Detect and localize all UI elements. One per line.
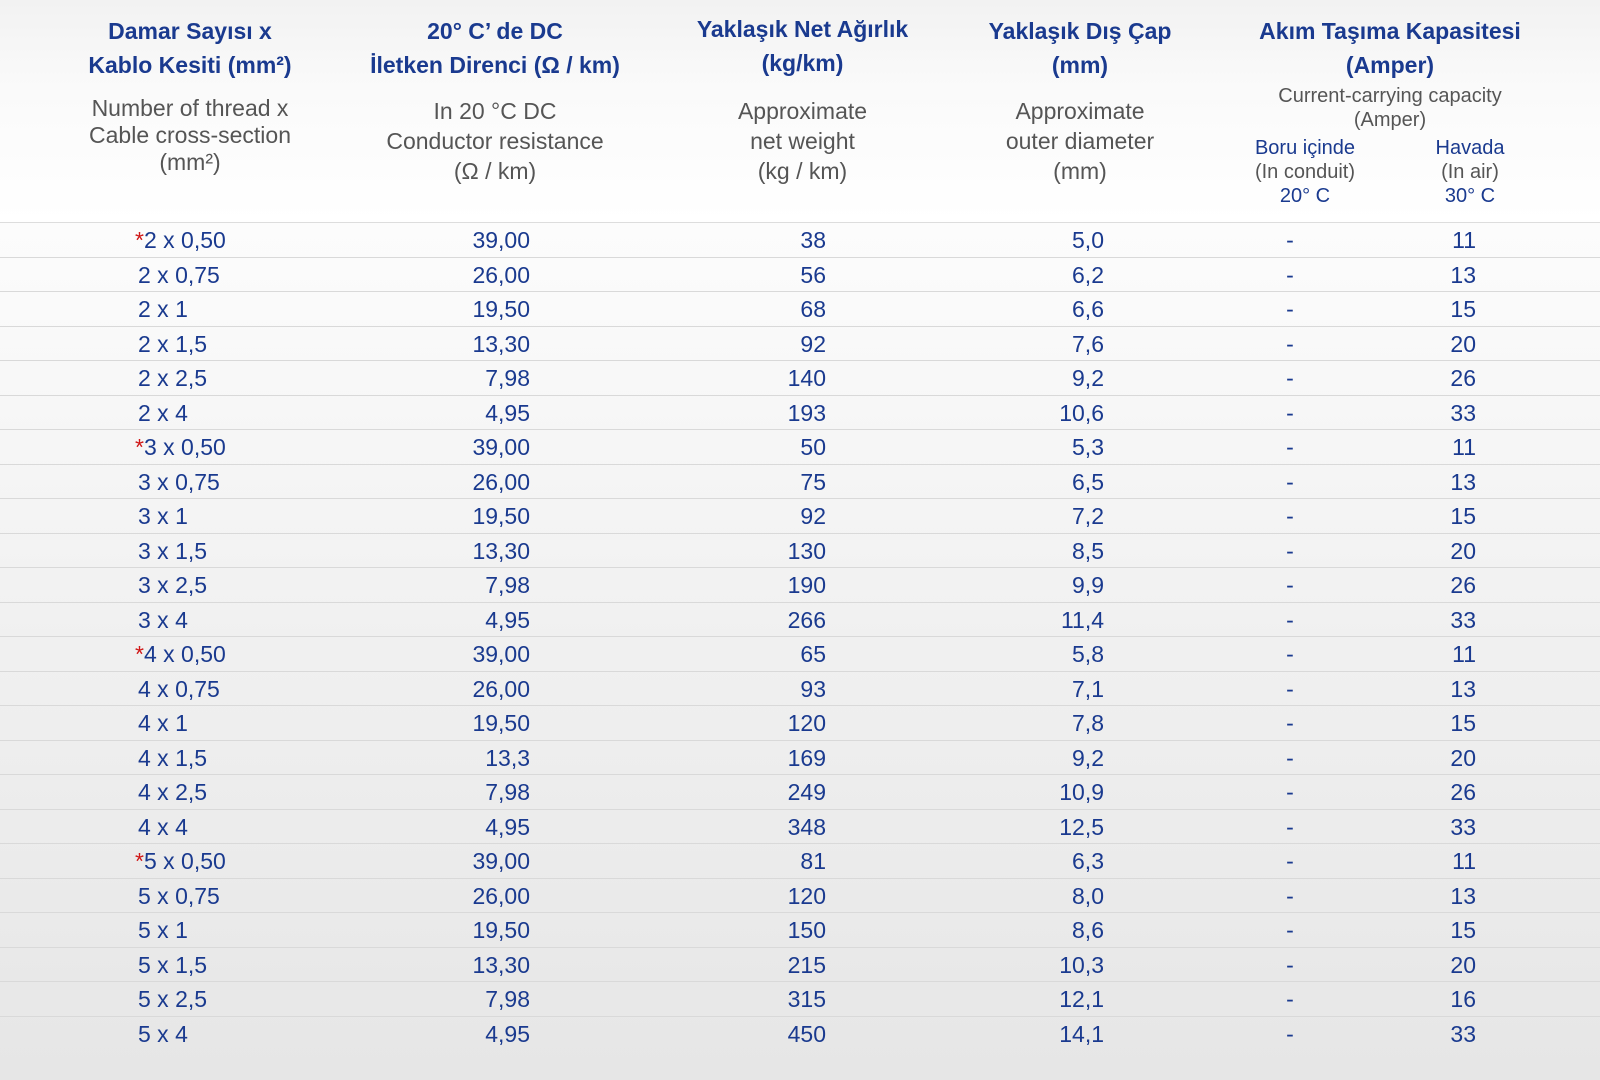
table-row [0, 705, 1600, 740]
in-conduit-cell: - [1286, 675, 1294, 702]
cross-section-cell [138, 708, 188, 738]
resistance-cell: 19,50 [472, 917, 530, 943]
in-air-cell: 26 [1450, 365, 1476, 391]
weight-cell: 92 [800, 330, 826, 357]
cross-section-value: 3 x 1,5 [138, 537, 208, 564]
in-air-cell: 26 [1450, 779, 1476, 805]
in-conduit-cell: - [1286, 434, 1294, 460]
diameter-cell: 8,0 [1072, 882, 1104, 909]
weight-cell: 56 [800, 261, 826, 288]
in-conduit-cell: - [1286, 848, 1294, 874]
diameter-cell: 7,8 [1072, 710, 1104, 736]
footnote-star: * [135, 227, 144, 253]
in-air-cell: 11 [1452, 848, 1476, 874]
table-body [0, 222, 1600, 1050]
header-in-air-en: (In air) [1441, 161, 1499, 183]
weight-cell: 50 [800, 434, 826, 460]
diameter-cell: 10,3 [1059, 951, 1104, 978]
table-row [0, 360, 1600, 395]
table-row [0, 257, 1600, 292]
cross-section-cell [138, 777, 207, 807]
weight-cell: 249 [787, 779, 826, 805]
header-in-conduit-en: (In conduit) [1254, 161, 1356, 183]
diameter-cell: 12,5 [1059, 813, 1104, 840]
header-cross-section-en-3: (mm²) [159, 149, 221, 175]
header-cross-section [30, 14, 350, 176]
in-conduit-cell: - [1286, 296, 1294, 322]
diameter-cell: 6,3 [1072, 848, 1104, 874]
resistance-cell: 19,50 [472, 296, 530, 322]
diameter-cell: 9,2 [1072, 365, 1104, 391]
diameter-cell: 8,5 [1072, 537, 1104, 564]
table-row [0, 1016, 1600, 1051]
footnote-star: * [135, 641, 144, 667]
cross-section-value: 3 x 2,5 [138, 572, 208, 598]
diameter-cell: 6,2 [1072, 261, 1104, 288]
cross-section-cell [138, 1019, 188, 1049]
resistance-cell: 39,00 [472, 434, 530, 460]
resistance-cell: 39,00 [472, 848, 530, 874]
cross-section-value: 2 x 1 [138, 296, 188, 322]
resistance-cell: 26,00 [472, 261, 530, 288]
resistance-cell: 4,95 [485, 813, 530, 840]
in-conduit-cell: - [1286, 399, 1294, 426]
cross-section-cell [138, 329, 207, 359]
in-air-cell: 33 [1450, 606, 1476, 633]
in-air-cell: 13 [1450, 675, 1476, 702]
header-in-air [1385, 136, 1555, 208]
weight-cell: 130 [787, 537, 826, 564]
resistance-cell: 4,95 [485, 606, 530, 633]
diameter-cell: 9,2 [1072, 744, 1104, 771]
header-weight-en-3: (kg / km) [757, 158, 848, 184]
diameter-cell: 11,4 [1060, 606, 1104, 633]
table-row [0, 671, 1600, 706]
in-air-cell: 26 [1450, 572, 1476, 598]
header-in-conduit-tr: Boru içinde [1254, 137, 1356, 159]
header-diameter [950, 14, 1210, 186]
cross-section-cell [138, 984, 207, 1014]
resistance-cell: 7,98 [485, 779, 530, 805]
weight-cell: 169 [787, 744, 826, 771]
weight-cell: 38 [800, 227, 826, 253]
cross-section-value: 2 x 0,75 [138, 261, 220, 288]
cross-section-value: 5 x 1 [138, 917, 188, 943]
table-row [0, 947, 1600, 982]
in-air-cell: 15 [1450, 296, 1476, 322]
header-capacity-tr-1: Akım Taşıma Kapasitesi [1259, 18, 1521, 44]
in-air-cell: 20 [1450, 951, 1476, 978]
cross-section-value: 3 x 1 [138, 503, 188, 529]
cross-section-value: 3 x 0,75 [138, 468, 220, 495]
in-air-cell: 15 [1450, 503, 1476, 529]
weight-cell: 193 [787, 399, 826, 426]
cross-section-value: 4 x 4 [138, 813, 188, 840]
weight-cell: 140 [787, 365, 826, 391]
table-row [0, 912, 1600, 947]
cross-section-value: 5 x 0,75 [138, 882, 220, 909]
header-resistance-en-1: In 20 °C DC [433, 98, 557, 124]
weight-cell: 75 [800, 468, 826, 495]
resistance-cell: 26,00 [472, 882, 530, 909]
diameter-cell: 10,6 [1059, 399, 1104, 426]
table-row [0, 878, 1600, 913]
in-air-cell: 11 [1452, 227, 1476, 253]
resistance-cell: 19,50 [472, 503, 530, 529]
in-air-cell: 13 [1450, 261, 1476, 288]
diameter-cell: 12,1 [1059, 986, 1104, 1012]
in-air-cell: 20 [1450, 744, 1476, 771]
weight-cell: 215 [787, 951, 826, 978]
cross-section-value: 5 x 2,5 [138, 986, 208, 1012]
in-air-cell: 11 [1452, 434, 1476, 460]
in-air-cell: 20 [1450, 330, 1476, 357]
resistance-cell: 13,30 [472, 951, 530, 978]
table-row [0, 981, 1600, 1016]
header-resistance [340, 14, 650, 186]
weight-cell: 81 [800, 848, 826, 874]
cross-section-value: 3 x 0,50 [143, 434, 226, 460]
table-row [0, 291, 1600, 326]
in-conduit-cell: - [1286, 710, 1294, 736]
cross-section-value: 4 x 1,5 [138, 744, 208, 771]
header-diameter-en-3: (mm) [1053, 158, 1107, 184]
header-in-conduit-temp: 20° C [1279, 185, 1331, 207]
header-cross-section-en [30, 95, 350, 176]
table-row [0, 429, 1600, 464]
table-row [0, 740, 1600, 775]
diameter-cell: 7,6 [1072, 330, 1104, 357]
resistance-cell: 7,98 [485, 986, 530, 1012]
table-row [0, 395, 1600, 430]
table-row [0, 602, 1600, 637]
resistance-cell: 7,98 [485, 365, 530, 391]
resistance-cell: 7,98 [485, 572, 530, 598]
footnote-star: * [135, 434, 144, 460]
cross-section-cell [138, 570, 207, 600]
header-resistance-en-3: (Ω / km) [453, 158, 537, 184]
cross-section-cell [138, 260, 220, 290]
header-cross-section-tr-2: Kablo Kesiti (mm²) [88, 52, 292, 78]
diameter-cell: 5,8 [1072, 641, 1104, 667]
header-weight-en-1: Approximate [737, 98, 868, 124]
cross-section-cell [138, 536, 207, 566]
in-conduit-cell: - [1286, 330, 1294, 357]
in-conduit-cell: - [1286, 779, 1294, 805]
in-conduit-cell: - [1286, 744, 1294, 771]
cross-section-cell [138, 363, 207, 393]
in-conduit-cell: - [1286, 1020, 1294, 1047]
header-cross-section-tr-1: Damar Sayısı x [108, 18, 272, 44]
diameter-cell: 8,6 [1072, 917, 1104, 943]
table-row [0, 809, 1600, 844]
weight-cell: 93 [800, 675, 826, 702]
cross-section-cell [135, 846, 226, 876]
in-air-cell: 33 [1450, 813, 1476, 840]
weight-cell: 266 [787, 606, 826, 633]
table-header [0, 0, 1600, 222]
cross-section-value: 2 x 2,5 [138, 365, 208, 391]
weight-cell: 450 [787, 1020, 826, 1047]
in-conduit-cell: - [1286, 986, 1294, 1012]
in-conduit-cell: - [1286, 951, 1294, 978]
header-current-capacity [1210, 14, 1570, 132]
cross-section-cell [138, 915, 188, 945]
in-conduit-cell: - [1286, 813, 1294, 840]
in-conduit-cell: - [1286, 503, 1294, 529]
header-weight-en-2: net weight [750, 128, 855, 154]
in-conduit-cell: - [1286, 537, 1294, 564]
cross-section-value: 4 x 2,5 [138, 779, 208, 805]
cross-section-cell [138, 501, 188, 531]
resistance-cell: 19,50 [472, 710, 530, 736]
cross-section-value: 3 x 4 [138, 606, 188, 633]
resistance-cell: 13,3 [485, 744, 530, 771]
resistance-cell: 26,00 [472, 468, 530, 495]
diameter-cell: 6,6 [1072, 296, 1104, 322]
header-resistance-en-2: Conductor resistance [386, 128, 604, 154]
header-capacity-en-2: (Amper) [1353, 109, 1427, 131]
header-weight-tr-1: Yaklaşık Net Ağırlık [696, 16, 909, 42]
cross-section-cell [138, 398, 188, 428]
header-resistance-tr-2: İletken Direnci (Ω / km) [370, 52, 620, 78]
weight-cell: 65 [800, 641, 826, 667]
diameter-cell: 5,0 [1072, 227, 1104, 253]
weight-cell: 120 [787, 710, 826, 736]
diameter-cell: 7,1 [1072, 675, 1104, 702]
header-diameter-en-1: Approximate [1015, 98, 1145, 124]
in-conduit-cell: - [1286, 261, 1294, 288]
in-conduit-cell: - [1286, 917, 1294, 943]
header-weight-tr-2: (kg/km) [761, 50, 844, 76]
table-row [0, 636, 1600, 671]
header-resistance-tr-1: 20° C’ de DC [427, 18, 563, 44]
in-air-cell: 20 [1450, 537, 1476, 564]
in-conduit-cell: - [1286, 606, 1294, 633]
in-air-cell: 33 [1450, 1020, 1476, 1047]
cross-section-cell [138, 812, 188, 842]
table-row [0, 498, 1600, 533]
cross-section-value: 4 x 0,75 [138, 675, 220, 702]
table-row [0, 774, 1600, 809]
resistance-cell: 39,00 [472, 227, 530, 253]
table-row [0, 843, 1600, 878]
header-diameter-tr-2: (mm) [1051, 52, 1109, 78]
table-row [0, 567, 1600, 602]
cross-section-value: 2 x 0,50 [143, 227, 226, 253]
diameter-cell: 5,3 [1072, 434, 1104, 460]
cross-section-cell [138, 881, 220, 911]
weight-cell: 92 [800, 503, 826, 529]
header-capacity-en-1: Current-carrying capacity [1278, 85, 1502, 107]
cross-section-cell [138, 950, 207, 980]
cross-section-value: 2 x 1,5 [138, 330, 208, 357]
weight-cell: 120 [787, 882, 826, 909]
header-capacity-tr-2: (Amper) [1345, 52, 1435, 78]
weight-cell: 315 [787, 986, 826, 1012]
header-diameter-tr-1: Yaklaşık Dış Çap [988, 18, 1172, 44]
cross-section-cell [138, 294, 188, 324]
header-in-air-temp: 30° C [1444, 185, 1496, 207]
cross-section-cell [135, 225, 226, 255]
cross-section-value: 5 x 0,50 [143, 848, 226, 874]
header-weight [660, 12, 945, 186]
cross-section-value: 5 x 4 [138, 1020, 188, 1047]
in-air-cell: 15 [1450, 710, 1476, 736]
cross-section-value: 4 x 0,50 [143, 641, 226, 667]
cross-section-cell [135, 639, 226, 669]
cross-section-cell [138, 674, 220, 704]
resistance-cell: 4,95 [485, 1020, 530, 1047]
table-row [0, 326, 1600, 361]
cross-section-cell [138, 605, 188, 635]
diameter-cell: 7,2 [1072, 503, 1104, 529]
in-air-cell: 13 [1450, 468, 1476, 495]
cross-section-value: 2 x 4 [138, 399, 188, 426]
in-air-cell: 33 [1450, 399, 1476, 426]
in-air-cell: 15 [1450, 917, 1476, 943]
in-air-cell: 13 [1450, 882, 1476, 909]
header-in-conduit [1220, 136, 1390, 208]
diameter-cell: 6,5 [1072, 468, 1104, 495]
cross-section-value: 4 x 1 [138, 710, 188, 736]
in-conduit-cell: - [1286, 227, 1294, 253]
in-conduit-cell: - [1286, 641, 1294, 667]
header-cross-section-en-1: Number of thread x [91, 95, 289, 121]
header-diameter-en [950, 96, 1210, 186]
header-in-air-tr: Havada [1435, 137, 1505, 159]
weight-cell: 68 [800, 296, 826, 322]
diameter-cell: 14,1 [1059, 1020, 1104, 1047]
diameter-cell: 9,9 [1072, 572, 1104, 598]
footnote-star: * [135, 848, 144, 874]
resistance-cell: 39,00 [472, 641, 530, 667]
header-cross-section-en-2: Cable cross-section [89, 122, 291, 148]
cross-section-cell [138, 743, 207, 773]
in-conduit-cell: - [1286, 882, 1294, 909]
in-conduit-cell: - [1286, 468, 1294, 495]
table-row [0, 533, 1600, 568]
cross-section-cell [138, 467, 220, 497]
table-row [0, 464, 1600, 499]
resistance-cell: 13,30 [472, 330, 530, 357]
cross-section-value: 5 x 1,5 [138, 951, 208, 978]
header-diameter-en-2: outer diameter [1005, 128, 1155, 154]
header-resistance-en [340, 96, 650, 186]
in-air-cell: 11 [1452, 641, 1476, 667]
cross-section-cell [135, 432, 226, 462]
in-air-cell: 16 [1450, 986, 1476, 1012]
header-weight-en [660, 96, 945, 186]
resistance-cell: 13,30 [472, 537, 530, 564]
diameter-cell: 10,9 [1059, 779, 1104, 805]
in-conduit-cell: - [1286, 365, 1294, 391]
resistance-cell: 26,00 [472, 675, 530, 702]
resistance-cell: 4,95 [485, 399, 530, 426]
table-row [0, 222, 1600, 257]
weight-cell: 190 [787, 572, 826, 598]
weight-cell: 150 [787, 917, 826, 943]
in-conduit-cell: - [1286, 572, 1294, 598]
weight-cell: 348 [787, 813, 826, 840]
